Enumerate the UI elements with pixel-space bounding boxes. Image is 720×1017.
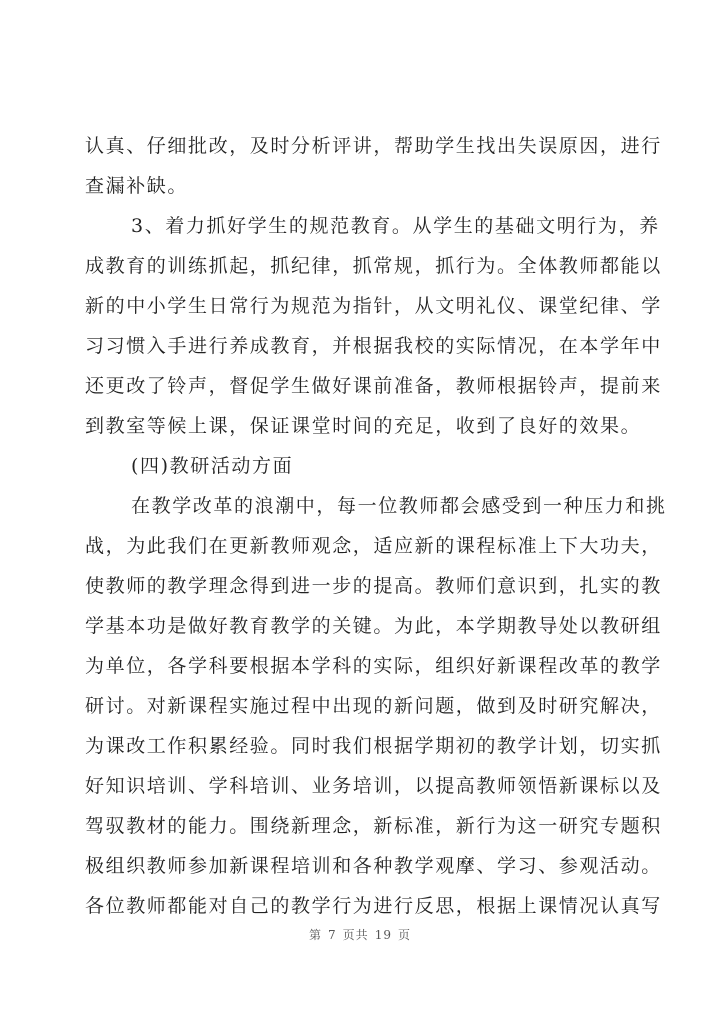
paragraph-line — [0, 326, 720, 366]
footer-total-pages: 19 — [374, 928, 392, 942]
footer-suffix: 页 — [397, 928, 411, 942]
line-text: 好知识培训、学科培训、业务培训，以提高教师领悟新课标以及 — [85, 775, 662, 797]
paragraph-line — [0, 206, 720, 246]
line-text: 成教育的训练抓起，抓纪律，抓常规，抓行为。全体教师都能以 — [85, 255, 662, 277]
paragraph-line — [0, 246, 720, 286]
page-footer — [0, 926, 720, 943]
paragraph-line — [0, 566, 720, 606]
line-text: 各位教师都能对自己的教学行为进行反思，根据上课情况认真写 — [85, 895, 662, 917]
line-text: 使教师的教学理念得到进一步的提高。教师们意识到，扎实的教 — [85, 575, 662, 597]
footer-middle: 页共 — [342, 928, 369, 942]
line-text: 查漏补缺。 — [85, 175, 189, 197]
paragraph-line — [0, 166, 720, 206]
paragraph-line — [0, 406, 720, 446]
paragraph-line — [0, 366, 720, 406]
paragraph-line — [0, 286, 720, 326]
line-text: 极组织教师参加新课程培训和各种教学观摩、学习、参观活动。 — [85, 855, 662, 877]
line-text: 研讨。对新课程实施过程中出现的新问题，做到及时研究解决， — [85, 695, 662, 717]
line-text: 3、着力抓好学生的规范教育。从学生的基础文明行为，养 — [131, 215, 660, 237]
section-heading — [0, 446, 720, 486]
line-text: 认真、仔细批改，及时分析评讲，帮助学生找出失误原因，进行 — [85, 135, 662, 157]
line-text: 为课改工作积累经验。同时我们根据学期初的教学计划，切实抓 — [85, 735, 662, 757]
line-text: 战，为此我们在更新教师观念，适应新的课程标准上下大功夫， — [85, 535, 662, 557]
paragraph-line — [0, 846, 720, 886]
footer-page-number: 7 — [328, 928, 337, 942]
paragraph-line — [0, 126, 720, 166]
line-text: 为单位，各学科要根据本学科的实际，组织好新课程改革的教学 — [85, 655, 662, 677]
paragraph-line — [0, 726, 720, 766]
paragraph-line — [0, 486, 720, 526]
paragraph-line — [0, 646, 720, 686]
line-text: 习习惯入手进行养成教育，并根据我校的实际情况，在本学年中 — [85, 335, 662, 357]
line-text: 还更改了铃声，督促学生做好课前准备，教师根据铃声，提前来 — [85, 375, 662, 397]
line-text: 到教室等候上课，保证课堂时间的充足，收到了良好的效果。 — [85, 415, 642, 437]
heading-text: (四)教研活动方面 — [131, 455, 294, 477]
line-text: 驾驭教材的能力。围绕新理念，新标准，新行为这一研究专题积 — [85, 815, 662, 837]
paragraph-line — [0, 886, 720, 926]
footer-prefix: 第 — [309, 928, 323, 942]
paragraph-line — [0, 686, 720, 726]
paragraph-line — [0, 526, 720, 566]
line-text: 学基本功是做好教育教学的关键。为此，本学期教导处以教研组 — [85, 615, 662, 637]
paragraph-line — [0, 766, 720, 806]
line-text: 新的中小学生日常行为规范为指针，从文明礼仪、课堂纪律、学 — [85, 295, 662, 317]
line-text: 在教学改革的浪潮中，每一位教师都会感受到一种压力和挑 — [131, 495, 667, 517]
paragraph-line — [0, 806, 720, 846]
paragraph-line — [0, 606, 720, 646]
